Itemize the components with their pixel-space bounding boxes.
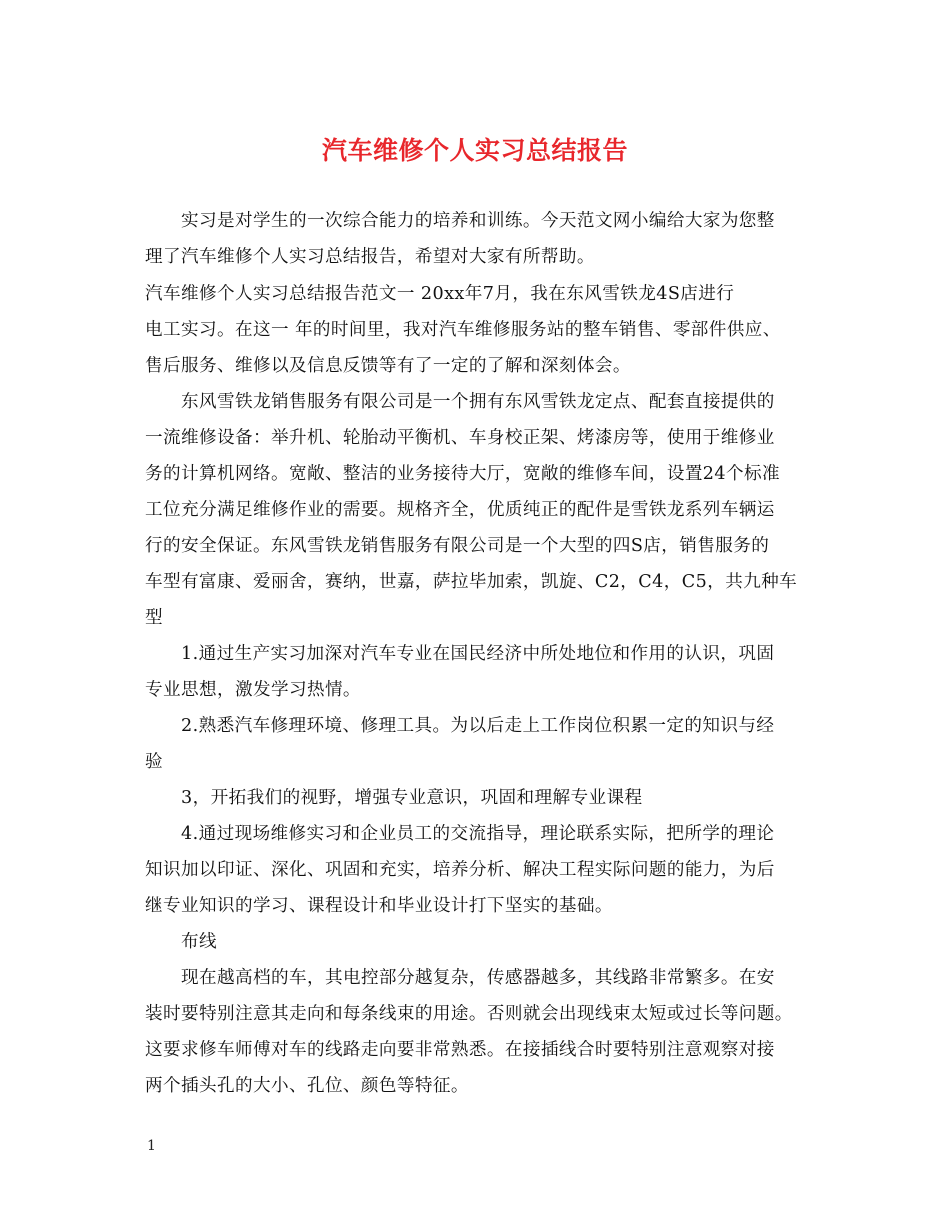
body-line: 1.通过生产实习加深对汽车专业在国民经济中所处地位和作用的认识，巩固 (181, 644, 775, 664)
body-line: 3，开拓我们的视野，增强专业意识，巩固和理解专业课程 (181, 788, 643, 808)
document-title: 汽车维修个人实习总结报告 (321, 136, 628, 165)
body-line: 现在越高档的车，其电控部分越复杂，传感器越多，其线路非常繁多。在安 (181, 968, 775, 988)
body-line: 行的安全保证。东风雪铁龙销售服务有限公司是一个大型的四S店，销售服务的 (145, 536, 770, 556)
body-line: 车型有富康、爱丽舍，赛纳，世嘉，萨拉毕加索，凯旋、C2，C4，C5，共九种车 (145, 572, 798, 592)
body-line: 2.熟悉汽车修理环境、修理工具。为以后走上工作岗位积累一定的知识与经 (181, 716, 775, 736)
body-line: 工位充分满足维修作业的需要。规格齐全，优质纯正的配件是雪铁龙系列车辆运 (145, 500, 775, 520)
body-line: 理了汽车维修个人实习总结报告，希望对大家有所帮助。 (145, 247, 595, 267)
body-line: 务的计算机网络。宽敞、整洁的业务接待大厅，宽敞的维修车间，设置24个标准 (145, 464, 780, 484)
body-line: 东风雪铁龙销售服务有限公司是一个拥有东风雪铁龙定点、配套直接提供的 (181, 392, 775, 412)
body-line: 这要求修车师傅对车的线路走向要非常熟悉。在接插线合时要特别注意观察对接 (145, 1040, 775, 1060)
body-line: 验 (145, 752, 163, 772)
body-line: 售后服务、维修以及信息反馈等有了一定的了解和深刻体会。 (145, 356, 631, 376)
body-line: 一流维修设备：举升机、轮胎动平衡机、车身校正架、烤漆房等，使用于维修业 (145, 428, 775, 448)
body-line: 专业思想，激发学习热情。 (145, 680, 361, 700)
body-line: 知识加以印证、深化、巩固和充实，培养分析、解决工程实际问题的能力，为后 (145, 860, 775, 880)
page-number: 1 (147, 1138, 156, 1154)
body-line: 继专业知识的学习、课程设计和毕业设计打下坚实的基础。 (145, 896, 613, 916)
body-line: 两个插头孔的大小、孔位、颜色等特征。 (145, 1076, 469, 1096)
body-line: 4.通过现场维修实习和企业员工的交流指导，理论联系实际，把所学的理论 (181, 824, 775, 844)
body-line: 汽车维修个人实习总结报告范文一 20xx年7月，我在东风雪铁龙4S店进行 (145, 284, 735, 304)
body-line: 装时要特别注意其走向和每条线束的用途。否则就会出现线束太短或过长等问题。 (145, 1004, 793, 1024)
body-line: 电工实习。在这一 年的时间里，我对汽车维修服务站的整车销售、零部件供应、 (145, 320, 781, 340)
body-line: 实习是对学生的一次综合能力的培养和训练。今天范文网小编给大家为您整 (181, 211, 775, 231)
section-heading: 布线 (181, 932, 217, 952)
body-line: 型 (145, 608, 163, 628)
